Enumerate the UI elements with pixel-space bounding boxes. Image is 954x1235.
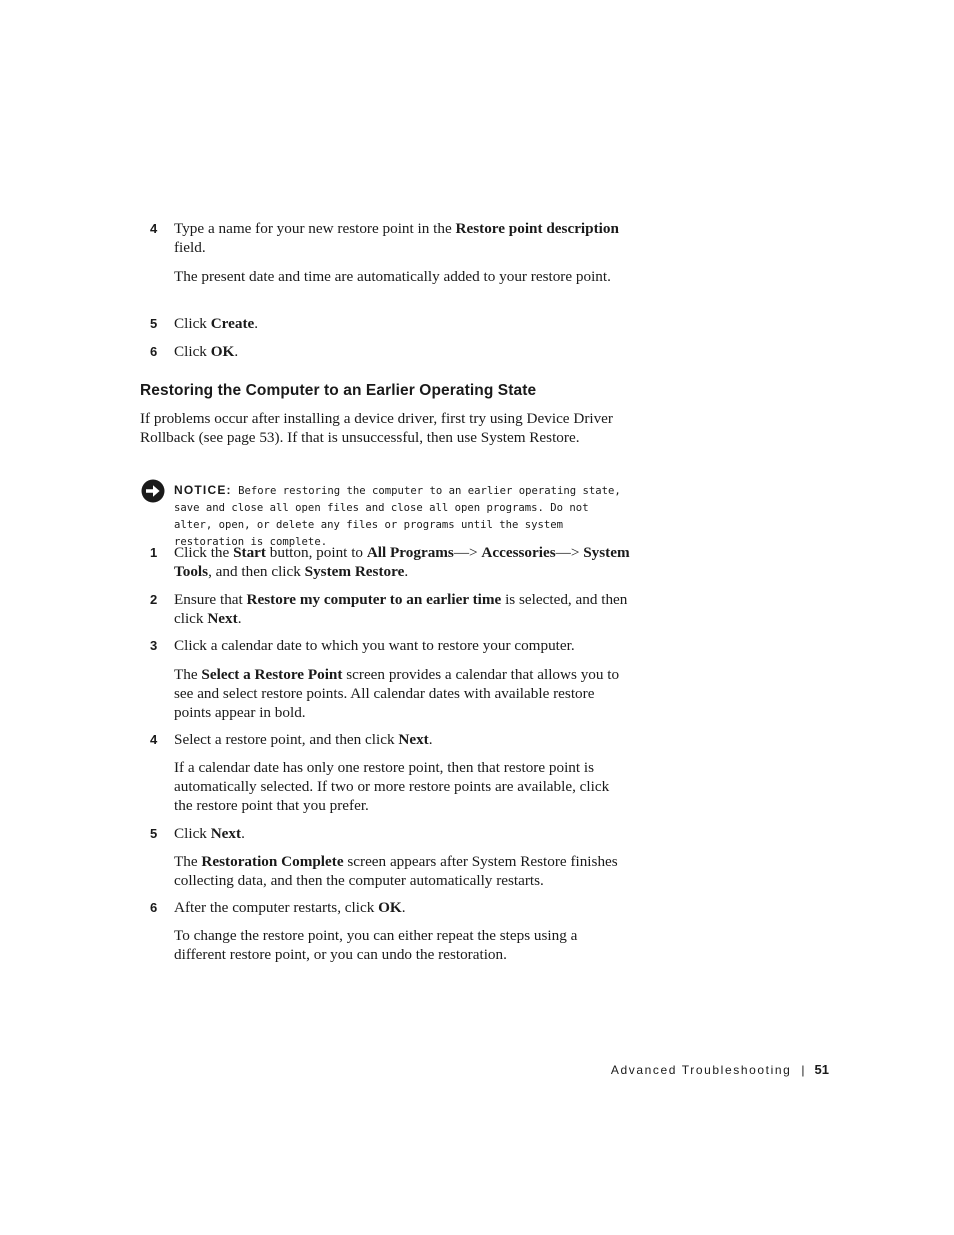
page-footer xyxy=(611,1061,829,1079)
ui-button-name: Create xyxy=(210,315,255,332)
ui-field-name: Restore point description xyxy=(455,220,619,237)
step-number: 6 xyxy=(150,900,158,915)
step-number: 5 xyxy=(150,316,158,331)
ui-button-name: OK xyxy=(210,343,235,360)
step-number: 4 xyxy=(150,221,158,236)
notice-box xyxy=(174,482,624,551)
manual-page: 4 Type a name for your new restore point in the Restore point description field. The present date and time are automatically added to your restore point. 5 Click Create. 6 Click OK. Restoring the Computer to an Earlier Operating State If problems occur after installing a device driver, first try using Device Driver Rollback (see page 53). If that is unsuccessful, then use System Restore. NOTICE: Before restoring the computer to an earlier operating state, save and close all open files and close all open programs. Do not alter, open, or delete any files or programs until the system restoration is complete. 1 Click the Start button, point to All Programs—> Accessories—> System Tools, and then click System Restore. 2 Ensure that Restore my computer to an earlier time is selected, and then click Next. 3 Click a calendar date to which you want to restore your computer. The Select a Restore Point screen provides a calendar that allows you to see and select restore points. All calendar dates with available restore points appear in bold. 4 Select a restore point, and then click Next. If a calendar date has only one restore point, then that restore point is automatically selected. If two or more restore points are available, click the restore point that you prefer. 5 Click Next. The Restoration Complete screen appears after System Restore finishes collecting data, and then the computer automatically restarts. 6 After the computer restarts, click OK. To change the restore point, you can either repeat the steps using a different restore point, or you can undo the restoration. Advanced Troubleshooting | 51 xyxy=(140,220,829,1077)
step-6-note: To change the restore point, you can either repeat the steps using a different restore point, or you can undo the restoration. xyxy=(174,927,578,963)
step-number: 5 xyxy=(150,826,158,841)
step-4-note: The present date and time are automatically added to your restore point. xyxy=(174,268,611,285)
page-number: 51 xyxy=(814,1062,829,1077)
step-5-note: The Restoration Complete screen appears after System Restore finishes collecting data, and then the computer automatically restarts. xyxy=(174,853,618,889)
step-number: 6 xyxy=(150,344,158,359)
step-3-note: The Select a Restore Point screen provides a calendar that allows you to see and select restore points. All calendar dates with available restore points appear in bold. xyxy=(174,666,620,721)
section-heading: Restoring the Computer to an Earlier Operating State xyxy=(140,382,537,399)
step-number: 4 xyxy=(150,732,158,747)
notice-text: Before restoring the computer to an earlier operating state, save and close all open files and close all open programs. Do not alter, open, or delete any files or programs until the system restoration is complete. xyxy=(174,485,621,548)
footer-chapter-title: Advanced Troubleshooting xyxy=(610,1063,792,1077)
step-number: 2 xyxy=(150,592,158,607)
notice-label: NOTICE: xyxy=(174,483,232,497)
step-number: 3 xyxy=(150,638,158,653)
arrow-right-circle-icon xyxy=(141,479,165,503)
intro-paragraph: If problems occur after installing a device driver, first try using Device Driver Rollback (see page 53). If that is unsuccessful, then use System Restore. xyxy=(140,410,613,446)
step-4-note: If a calendar date has only one restore point, then that restore point is automatically selected. If two or more restore points are available, click the restore point that you prefer. xyxy=(174,759,610,814)
step-number: 1 xyxy=(150,545,158,560)
footer-separator: | xyxy=(801,1063,805,1077)
